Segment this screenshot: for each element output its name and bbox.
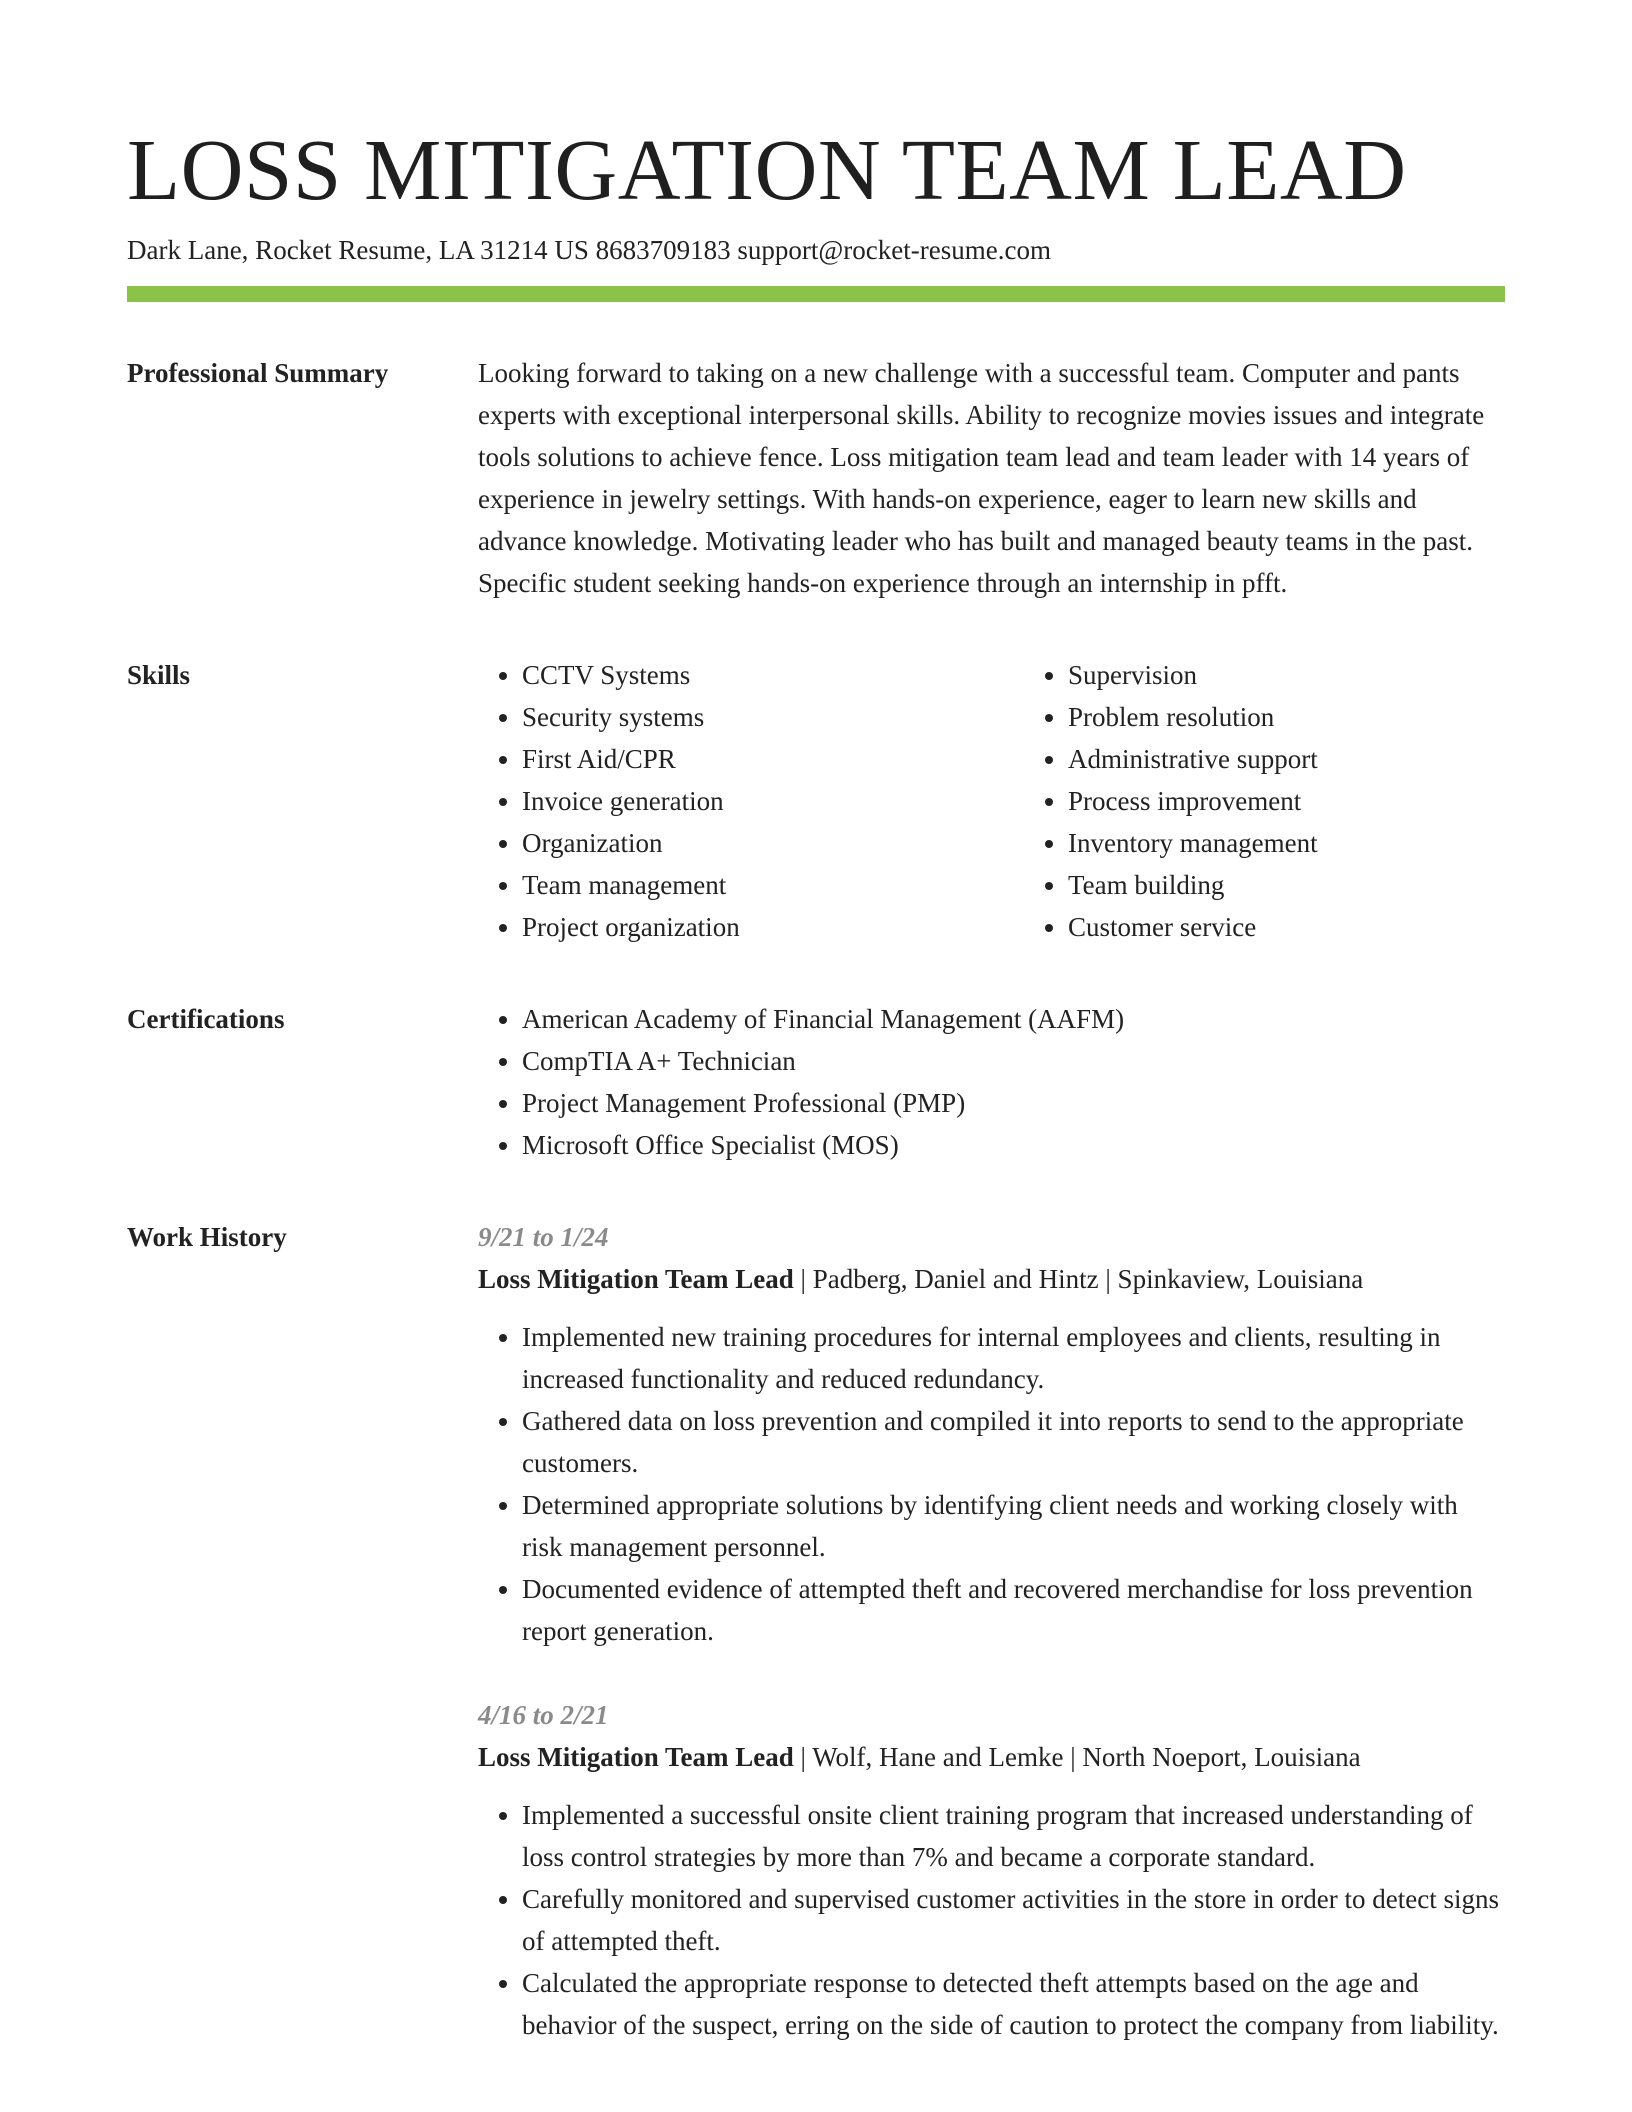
job-separator: | [793, 1264, 813, 1294]
certification-item: • CompTIA A+ Technician [522, 1040, 1505, 1082]
work-history-section [127, 1216, 1505, 2046]
certification-item: • Microsoft Office Specialist (MOS) [522, 1124, 1505, 1166]
skills-list-left [478, 654, 1024, 948]
section-title-summary: Professional Summary [127, 358, 389, 388]
job-company: Padberg, Daniel and Hintz [812, 1264, 1099, 1294]
certifications-section [127, 998, 1505, 1166]
resume-name: LOSS MITIGATION TEAM LEAD [127, 121, 1407, 218]
job-bullet: • Implemented new training procedures for internal employees and clients, resulting in increased functionality and reduced redundancy. [522, 1316, 1505, 1400]
skills-section [127, 654, 1505, 948]
job-company: Wolf, Hane and Lemke [812, 1742, 1064, 1772]
job-entry [478, 1694, 1505, 2046]
job-heading [478, 1736, 1505, 1778]
skill-item: • Customer service [1068, 906, 1318, 948]
job-bullet: • Gathered data on loss prevention and compiled it into reports to send to the appropriate customers. [522, 1400, 1505, 1484]
section-title-certifications: Certifications [127, 1004, 285, 1034]
job-dates: 4/16 to 2/21 [478, 1700, 609, 1730]
skill-item: • Project organization [522, 906, 1024, 948]
contact-address: Dark Lane, Rocket Resume, LA 31214 US [127, 235, 589, 265]
certification-item: • American Academy of Financial Management (AAFM) [522, 998, 1505, 1040]
job-title: Loss Mitigation Team Lead [478, 1742, 794, 1772]
job-heading [478, 1258, 1505, 1300]
job-separator: | [1098, 1264, 1118, 1294]
skill-item: • Process improvement [1068, 780, 1318, 822]
skills-list-right [1024, 654, 1318, 948]
job-bullet: • Determined appropriate solutions by identifying client needs and working closely with risk management personnel. [522, 1484, 1505, 1568]
skill-item: • Invoice generation [522, 780, 1024, 822]
job-dates: 9/21 to 1/24 [478, 1222, 609, 1252]
skill-item: • Team building [1068, 864, 1318, 906]
skill-item: • CCTV Systems [522, 654, 1024, 696]
skill-item: • Supervision [1068, 654, 1318, 696]
job-bullet: • Documented evidence of attempted theft and recovered merchandise for loss prevention report generation. [522, 1568, 1505, 1652]
job-bullet: • Implemented a successful onsite client training program that increased understanding of loss control strategies by more than 7% and became a corporate standard. [522, 1794, 1505, 1878]
summary-section [127, 352, 1505, 604]
job-bullet: • Calculated the appropriate response to detected theft attempts based on the age and behavior of the suspect, erring on the side of caution to protect the company from liability. [522, 1962, 1505, 2046]
job-title: Loss Mitigation Team Lead [478, 1264, 794, 1294]
skill-item: • First Aid/CPR [522, 738, 1024, 780]
contact-line [127, 232, 1505, 268]
job-entry [478, 1216, 1505, 1652]
job-bullet: • Carefully monitored and supervised customer activities in the store in order to detect signs of attempted theft. [522, 1878, 1505, 1962]
accent-divider [127, 286, 1505, 302]
skill-item: • Organization [522, 822, 1024, 864]
job-location: North Noeport, Louisiana [1082, 1742, 1361, 1772]
skill-item: • Administrative support [1068, 738, 1318, 780]
job-bullet-list [478, 1316, 1505, 1652]
section-title-work-history: Work History [127, 1222, 287, 1252]
job-separator: | [1063, 1742, 1083, 1772]
job-separator: | [793, 1742, 813, 1772]
job-bullet-list [478, 1794, 1505, 2046]
skill-item: • Inventory management [1068, 822, 1318, 864]
skill-item: • Problem resolution [1068, 696, 1318, 738]
contact-phone: 8683709183 [595, 235, 731, 265]
section-title-skills: Skills [127, 660, 191, 690]
skill-item: • Security systems [522, 696, 1024, 738]
skill-item: • Team management [522, 864, 1024, 906]
job-location: Spinkaview, Louisiana [1117, 1264, 1364, 1294]
summary-text: Looking forward to taking on a new challenge with a successful team. Computer and pants experts with exceptional interpersonal skills. Ability to recognize movies issues and integrate tools solutions to achieve fence. Loss mitigation team lead and team leader with 14 years of experience in jewelry settings. With hands-on experience, eager to learn new skills and advance knowledge. Motivating leader who has built and managed beauty teams in the past. Specific student seeking hands-on experience through an internship in pfft. [478, 358, 1485, 598]
certifications-list [478, 998, 1505, 1166]
certification-item: • Project Management Professional (PMP) [522, 1082, 1505, 1124]
contact-email: support@rocket-resume.com [737, 235, 1051, 265]
